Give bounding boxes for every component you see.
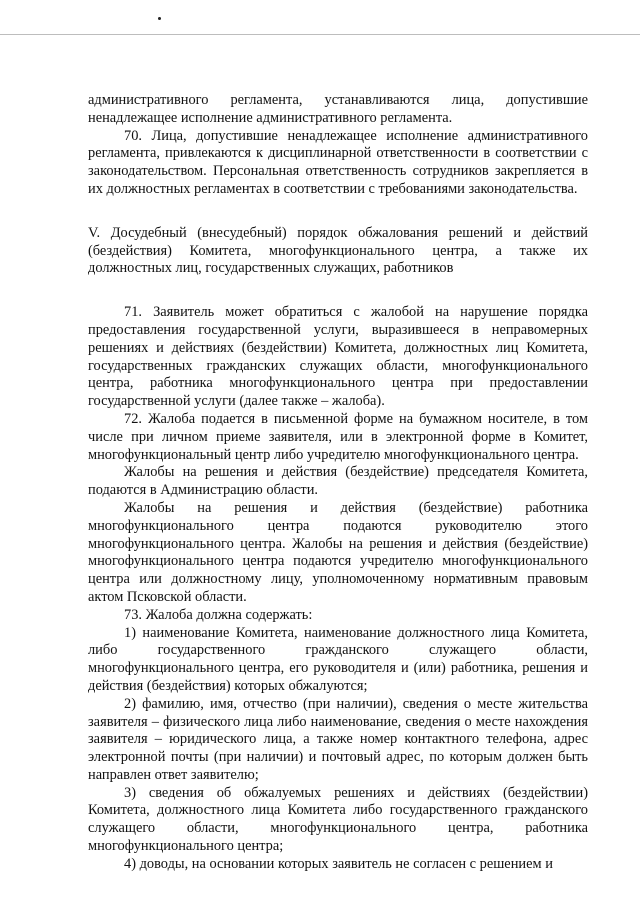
paragraph-70: 70. Лица, допустившие ненадлежащее исполнение административного регламента, привлекаются к дисциплинарной ответственности в соответствии с законодательством. Персональная ответственность сотрудников закрепляется в их должностных регламентах в соответствии с требованиями законодательства. <box>88 127 588 197</box>
list-item-4: 4) доводы, на основании которых заявитель не согласен с решением и <box>124 855 553 872</box>
paragraph-73: 73. Жалоба должна содержать: <box>124 606 313 623</box>
paragraph-continuation: административного регламента, устанавливаются лица, допустившие ненадлежащее исполнение административного регламента. <box>88 92 588 126</box>
scan-header-area <box>0 0 640 38</box>
spacer <box>88 199 588 225</box>
section-heading: V. Досудебный (внесудебный) порядок обжалования решений и действий (бездействия) Комитета, многофункционального центра, а также их должностных лиц, государственных служащих, работников <box>88 224 588 277</box>
scan-artifact-line <box>0 34 640 35</box>
paragraph-71: 71. Заявитель может обратиться с жалобой на нарушение порядка предоставления государственной услуги, выразившееся в неправомерных решениях и действиях (бездействии) Комитета, должностных лиц Комитета, государственных гражданских служащих области, многофункционального центра, работника многофункционального центра при предоставлении государственной услуги (далее также – жалоба). <box>88 304 588 410</box>
paragraph-complaints-chairman: Жалобы на решения и действия (бездействие) председателя Комитета, подаются в Администрацию области. <box>88 464 588 499</box>
paragraph-complaints-mfc: Жалобы на решения и действия (бездействие) работника многофункционального центра подаются руководителю этого многофункционального центра. Жалобы на решения и действия (бездействие) многофункционального центра подаются учредителю многофункционального центра или должностному лицу, уполномоченному нормативным правовым актом Псковской области. <box>88 499 588 605</box>
document-page <box>88 92 588 874</box>
list-item-2: 2) фамилию, имя, отчество (при наличии), сведения о месте жительства заявителя – физического лица либо наименование, сведения о месте нахождения заявителя – юридического лица, а также номер контактного телефона, адрес электронной почты (при наличии) и почтовый адрес, по которым должен быть направлен ответ заявителю; <box>88 695 588 783</box>
scan-artifact-dot <box>158 17 161 20</box>
spacer <box>88 278 588 304</box>
list-item-1: 1) наименование Комитета, наименование должностного лица Комитета, либо государственного гражданского служащего области, многофункционального центра, его руководителя и (или) работника, решения и действия (бездействия) которых обжалуются; <box>88 624 588 694</box>
list-item-3: 3) сведения об обжалуемых решениях и действиях (бездействии) Комитета, должностного лица Комитета либо государственного гражданского служащего области, многофункционального центра, работника многофункционального центра; <box>88 784 588 855</box>
paragraph-72: 72. Жалоба подается в письменной форме на бумажном носителе, в том числе при личном приеме заявителя, или в электронной форме в Комитет, многофункциональный центр либо учредителю многофункционального центра. <box>88 410 588 463</box>
